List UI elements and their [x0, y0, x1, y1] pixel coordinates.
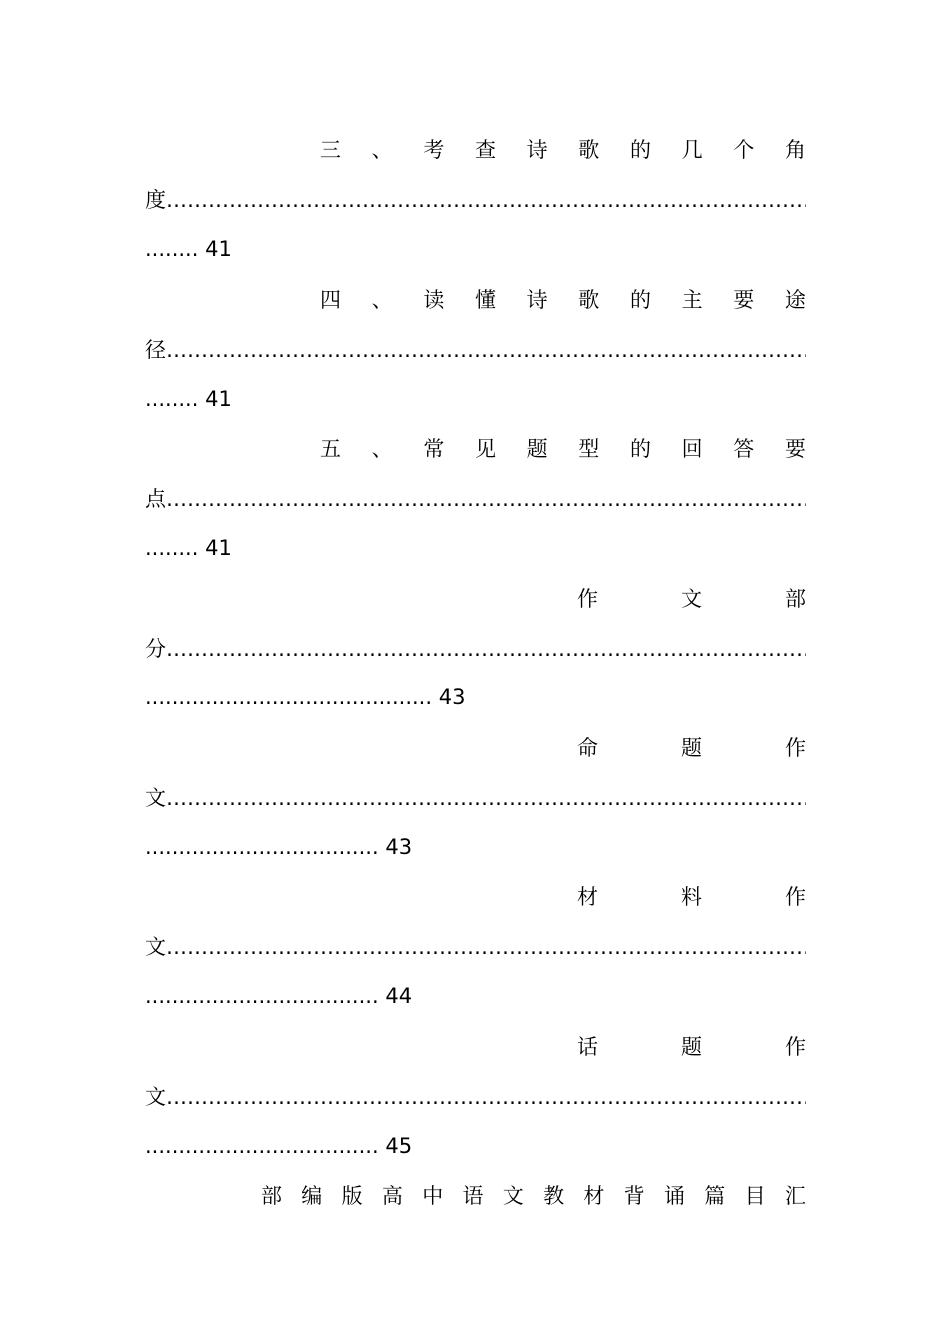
title-char: 料: [681, 885, 702, 909]
title-char: 题: [526, 437, 548, 461]
title-char: 歌: [578, 138, 600, 162]
title-char: 四: [320, 288, 341, 312]
toc-entry-leader: [145, 185, 806, 215]
title-char: 主: [681, 288, 703, 312]
toc-entry-title: [145, 434, 806, 464]
title-char: 部: [785, 587, 806, 611]
dot-leader: [166, 1082, 806, 1112]
title-char: 、: [371, 288, 393, 312]
toc-entry-leader: [145, 1082, 806, 1112]
toc-entry-page[interactable]: [145, 384, 806, 414]
title-char: 懂: [474, 288, 496, 312]
toc-entry-leader: [145, 783, 806, 813]
heading-char: 中: [422, 1184, 444, 1208]
page-number: 41: [205, 536, 232, 560]
title-char: 命: [577, 736, 598, 760]
title-char: 个: [733, 138, 755, 162]
dot-leader: [166, 335, 806, 365]
title-last-char: 点: [145, 487, 166, 511]
title-char: 材: [577, 885, 598, 909]
title-char: 歌: [578, 288, 600, 312]
dot-continuation: ...........................................: [145, 685, 433, 709]
title-char: 回: [681, 437, 703, 461]
toc-entry-leader: [145, 335, 806, 365]
page-number: 45: [385, 1134, 413, 1158]
heading-char: 诵: [663, 1184, 685, 1208]
heading-char: 背: [623, 1184, 645, 1208]
toc-entry-title: [145, 135, 806, 165]
dot-leader: [166, 932, 806, 962]
title-char: 要: [733, 288, 755, 312]
title-char: 常: [423, 437, 445, 461]
heading-char: 材: [583, 1184, 605, 1208]
dot-continuation: ...................................: [145, 984, 379, 1008]
dot-leader: [166, 634, 806, 664]
section-heading: [145, 1181, 806, 1211]
toc-entry-title: [145, 584, 806, 614]
heading-char: 目: [744, 1184, 766, 1208]
title-char: 作: [577, 587, 598, 611]
heading-char: 语: [462, 1184, 484, 1208]
toc-entry-page[interactable]: [145, 1131, 806, 1161]
title-last-char: 分: [145, 637, 166, 661]
toc-entry-page[interactable]: [145, 533, 806, 563]
title-char: 五: [320, 437, 341, 461]
title-char: 读: [423, 288, 445, 312]
toc-entry-title: [145, 733, 806, 763]
heading-char: 高: [381, 1184, 403, 1208]
heading-char: 编: [301, 1184, 323, 1208]
title-char: 作: [785, 885, 806, 909]
title-char: 的: [629, 288, 651, 312]
title-char: 考: [423, 138, 445, 162]
toc-entry-leader: [145, 634, 806, 664]
toc-entry-page[interactable]: [145, 981, 806, 1011]
heading-char: 文: [502, 1184, 524, 1208]
toc-entry-leader: [145, 932, 806, 962]
title-last-char: 径: [145, 338, 166, 362]
page-number: 43: [438, 685, 466, 709]
dot-continuation: ........: [145, 536, 199, 560]
page-number: 44: [385, 984, 413, 1008]
page-number: 41: [205, 237, 232, 261]
title-char: 型: [578, 437, 600, 461]
title-char: 、: [371, 138, 393, 162]
title-last-char: 文: [145, 935, 166, 959]
title-char: 答: [733, 437, 755, 461]
title-char: 的: [629, 138, 651, 162]
title-char: 查: [474, 138, 496, 162]
title-char: 话: [577, 1035, 598, 1059]
title-last-char: 度: [145, 188, 166, 212]
title-last-char: 文: [145, 786, 166, 810]
title-char: 、: [371, 437, 393, 461]
title-char: 途: [784, 288, 806, 312]
title-char: 作: [785, 1035, 806, 1059]
toc-entry-page[interactable]: [145, 682, 806, 712]
dot-leader: [166, 484, 806, 514]
toc-entry-page[interactable]: [145, 832, 806, 862]
title-char: 三: [320, 138, 341, 162]
dot-continuation: ........: [145, 237, 199, 261]
heading-char: 部: [261, 1184, 282, 1208]
title-char: 文: [681, 587, 702, 611]
title-char: 要: [784, 437, 806, 461]
heading-char: 汇: [784, 1184, 806, 1208]
toc-entry-leader: [145, 484, 806, 514]
heading-char: 教: [543, 1184, 565, 1208]
toc-entry-title: [145, 1032, 806, 1062]
dot-continuation: ........: [145, 387, 199, 411]
title-char: 角: [784, 138, 806, 162]
toc-entry-title: [145, 882, 806, 912]
title-char: 题: [681, 736, 702, 760]
page-number: 43: [385, 835, 413, 859]
title-char: 诗: [526, 288, 548, 312]
title-char: 诗: [526, 138, 548, 162]
toc-entry-page[interactable]: [145, 234, 806, 264]
title-last-char: 文: [145, 1085, 166, 1109]
dot-leader: [166, 185, 806, 215]
heading-char: 篇: [704, 1184, 726, 1208]
dot-leader: [166, 783, 806, 813]
dot-continuation: ...................................: [145, 1134, 379, 1158]
title-char: 题: [681, 1035, 702, 1059]
title-char: 作: [785, 736, 806, 760]
title-char: 见: [474, 437, 496, 461]
title-char: 的: [629, 437, 651, 461]
toc-entry-title: [145, 285, 806, 315]
title-char: 几: [681, 138, 703, 162]
page-number: 41: [205, 387, 232, 411]
dot-continuation: ...................................: [145, 835, 379, 859]
heading-char: 版: [341, 1184, 363, 1208]
